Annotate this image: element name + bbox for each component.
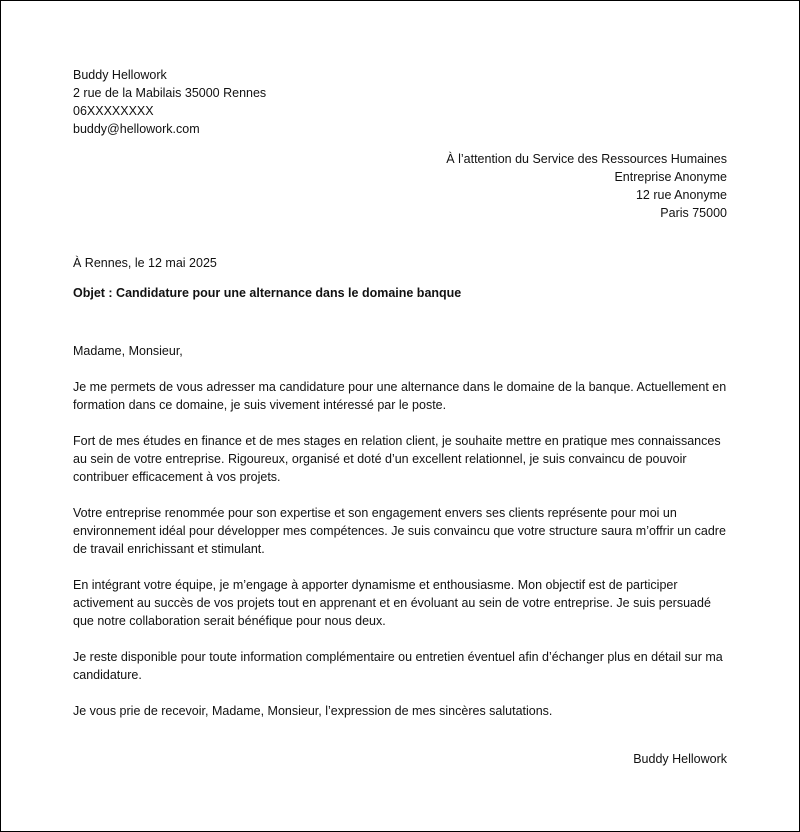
paragraph-intro: Je me permets de vous adresser ma candidature pour une alternance dans le domaine de la banque. Actuellement en formation dans ce domaine, je suis vivement intéressé par le poste. xyxy=(73,380,727,412)
recipient-block xyxy=(446,150,727,222)
signature: Buddy Hellowork xyxy=(633,752,727,766)
recipient-street: 12 rue Anonyme xyxy=(635,188,727,202)
sender-address: 2 rue de la Mabilais 35000 Rennes xyxy=(73,86,267,100)
letter-subject: Objet : Candidature pour une alternance dans le domaine banque xyxy=(73,286,462,300)
recipient-company: Entreprise Anonyme xyxy=(614,170,727,184)
sender-phone: 06XXXXXXXX xyxy=(73,104,154,118)
recipient-attention: À l’attention du Service des Ressources Humaines xyxy=(446,152,727,166)
paragraph-company: Votre entreprise renommée pour son expertise et son engagement envers ses clients représente pour moi un environnement idéal pour développer mes compétences. Je suis convaincu que votre structure saura m’offrir un cadre de travail enrichissant et stimulant. xyxy=(73,506,726,556)
letter-body xyxy=(73,342,733,738)
paragraph-availability: Je reste disponible pour toute information complémentaire ou entretien éventuel afin d’échanger plus en détail sur ma candidature. xyxy=(73,650,723,682)
paragraph-commitment: En intégrant votre équipe, je m’engage à apporter dynamisme et enthousiasme. Mon objectif est de participer activement au succès de vos projets tout en apprenant et en évoluant au sein de votre entreprise. Je suis persuadé que notre collaboration serait bénéfique pour nous deux. xyxy=(73,578,711,628)
greeting: Madame, Monsieur, xyxy=(73,344,183,358)
paragraph-background: Fort de mes études en finance et de mes stages en relation client, je souhaite mettre en pratique mes connaissances au sein de votre entreprise. Rigoureux, organisé et doté d’un excellent relationnel, je suis convaincu de pouvoir contribuer efficacement à vos projets. xyxy=(73,434,721,484)
sender-email: buddy@hellowork.com xyxy=(73,122,200,136)
sender-name: Buddy Hellowork xyxy=(73,68,167,82)
recipient-city: Paris 75000 xyxy=(660,206,727,220)
letter-date: À Rennes, le 12 mai 2025 xyxy=(73,256,217,270)
sender-block xyxy=(73,66,266,138)
paragraph-closing: Je vous prie de recevoir, Madame, Monsieur, l’expression de mes sincères salutations. xyxy=(73,704,553,718)
